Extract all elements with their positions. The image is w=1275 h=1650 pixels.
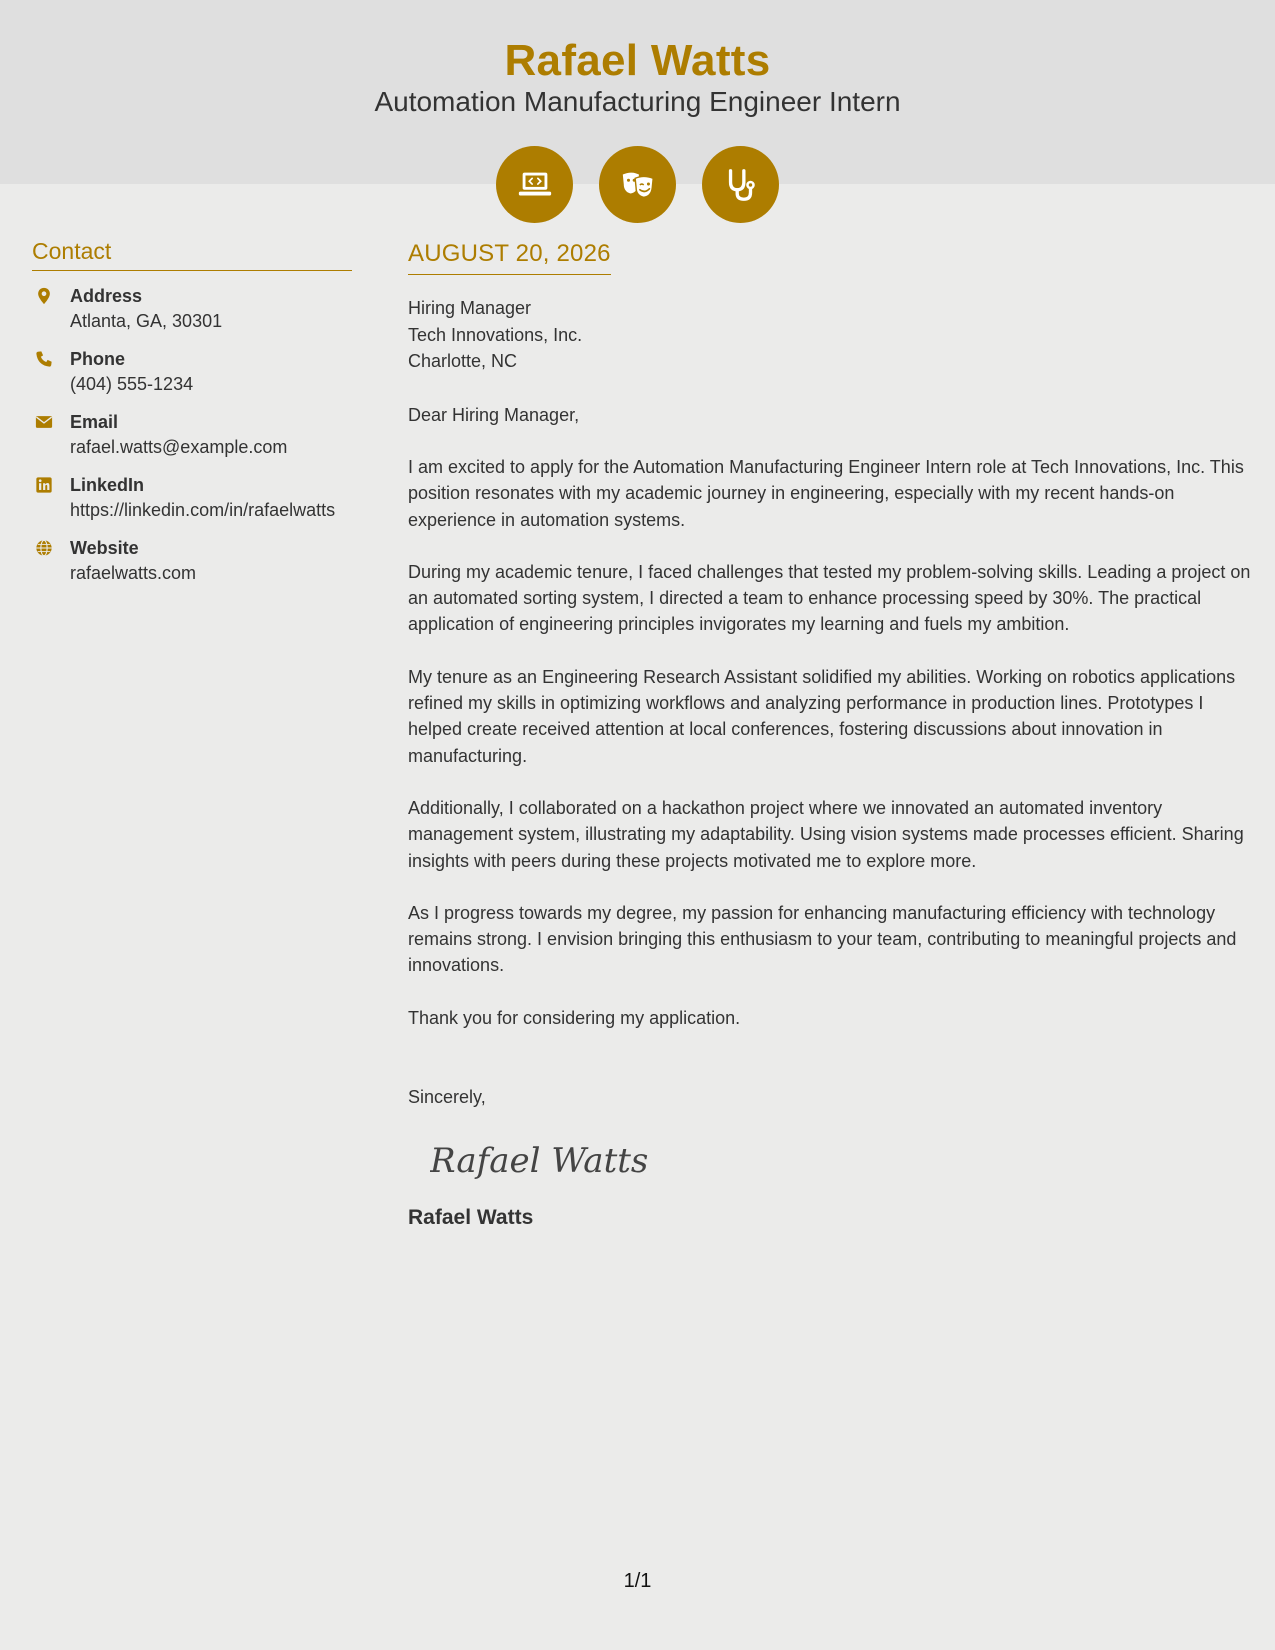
svg-text:Rafael Watts: Rafael Watts: [430, 1141, 649, 1182]
contact-website: [32, 536, 352, 586]
recipient-block: [408, 295, 1253, 375]
contact-value: (404) 555-1234: [70, 374, 194, 394]
recipient-line: Tech Innovations, Inc.: [408, 324, 583, 345]
closing: Sincerely,: [408, 1087, 486, 1108]
paragraph: As I progress towards my degree, my passion for enhancing manufacturing efficiency with technology remains strong. I envision bringing this enthusiasm to your team, contributing to meaningful projects and innovations.: [408, 902, 1237, 976]
contact-label: LinkedIn: [70, 475, 145, 495]
contact-value: Atlanta, GA, 30301: [70, 311, 223, 331]
map-marker-icon: [32, 284, 70, 334]
signer-name: Rafael Watts: [408, 1206, 534, 1230]
contact-linkedin: [32, 473, 352, 523]
contact-label: Website: [70, 538, 139, 558]
phone-icon: [32, 347, 70, 397]
recipient-line: Charlotte, NC: [408, 351, 518, 371]
paragraph: I am excited to apply for the Automation Manufacturing Engineer Intern role at Tech Innovations, Inc. This position resonates with my academic journey in engineering, especially with my recent hands-on experience in automation systems.: [408, 457, 1244, 530]
contact-label: Email: [70, 412, 119, 432]
letter-body: [408, 240, 1253, 1230]
handwritten-signature: [430, 1134, 1253, 1186]
page-number: 1/1: [623, 1570, 652, 1592]
contact-title: Contact: [32, 238, 352, 271]
letter-date: AUGUST 20, 2026: [408, 240, 611, 275]
contact-value[interactable]: rafaelwatts.com: [70, 563, 197, 583]
contact-phone: [32, 347, 352, 397]
theater-masks-icon: [599, 146, 676, 223]
contact-label: Phone: [70, 349, 126, 369]
contact-value[interactable]: https://linkedin.com/in/rafaelwatts: [70, 500, 336, 520]
interest-icons: [0, 146, 1275, 223]
envelope-icon: [32, 410, 70, 460]
contact-label: Address: [70, 286, 143, 306]
contact-address: [32, 284, 352, 334]
applicant-role: Automation Manufacturing Engineer Intern: [374, 86, 901, 117]
linkedin-icon: [32, 473, 70, 523]
laptop-code-icon: [496, 146, 573, 223]
salutation: Dear Hiring Manager,: [408, 404, 580, 425]
paragraph: Additionally, I collaborated on a hackathon project where we innovated an automated inventory management system, illustrating my adaptability. Using vision systems made processes efficient. Sharing insights with peers during these projects motivated me to explore more.: [408, 797, 1244, 871]
paragraph: During my academic tenure, I faced challenges that tested my problem-solving skills. Leading a project on an automated sorting system, I directed a team to enhance processing speed by 30%. The practical application of engineering principles invigorates my learning and fuels my ambition.: [408, 561, 1251, 635]
contact-email: [32, 410, 352, 460]
applicant-name: Rafael Watts: [504, 36, 771, 85]
paragraph: My tenure as an Engineering Research Assistant solidified my abilities. Working on robotics applications refined my skills in optimizing workflows and analyzing performance in production lines. Prototypes I helped create received attention at local conferences, fostering discussions about innovation in manufacturing.: [408, 666, 1236, 766]
contact-value[interactable]: rafael.watts@example.com: [70, 437, 288, 457]
recipient-line: Hiring Manager: [408, 298, 532, 318]
paragraph: Thank you for considering my application.: [408, 1007, 741, 1028]
globe-icon: [32, 536, 70, 586]
stethoscope-icon: [702, 146, 779, 223]
contact-sidebar: [32, 238, 352, 586]
